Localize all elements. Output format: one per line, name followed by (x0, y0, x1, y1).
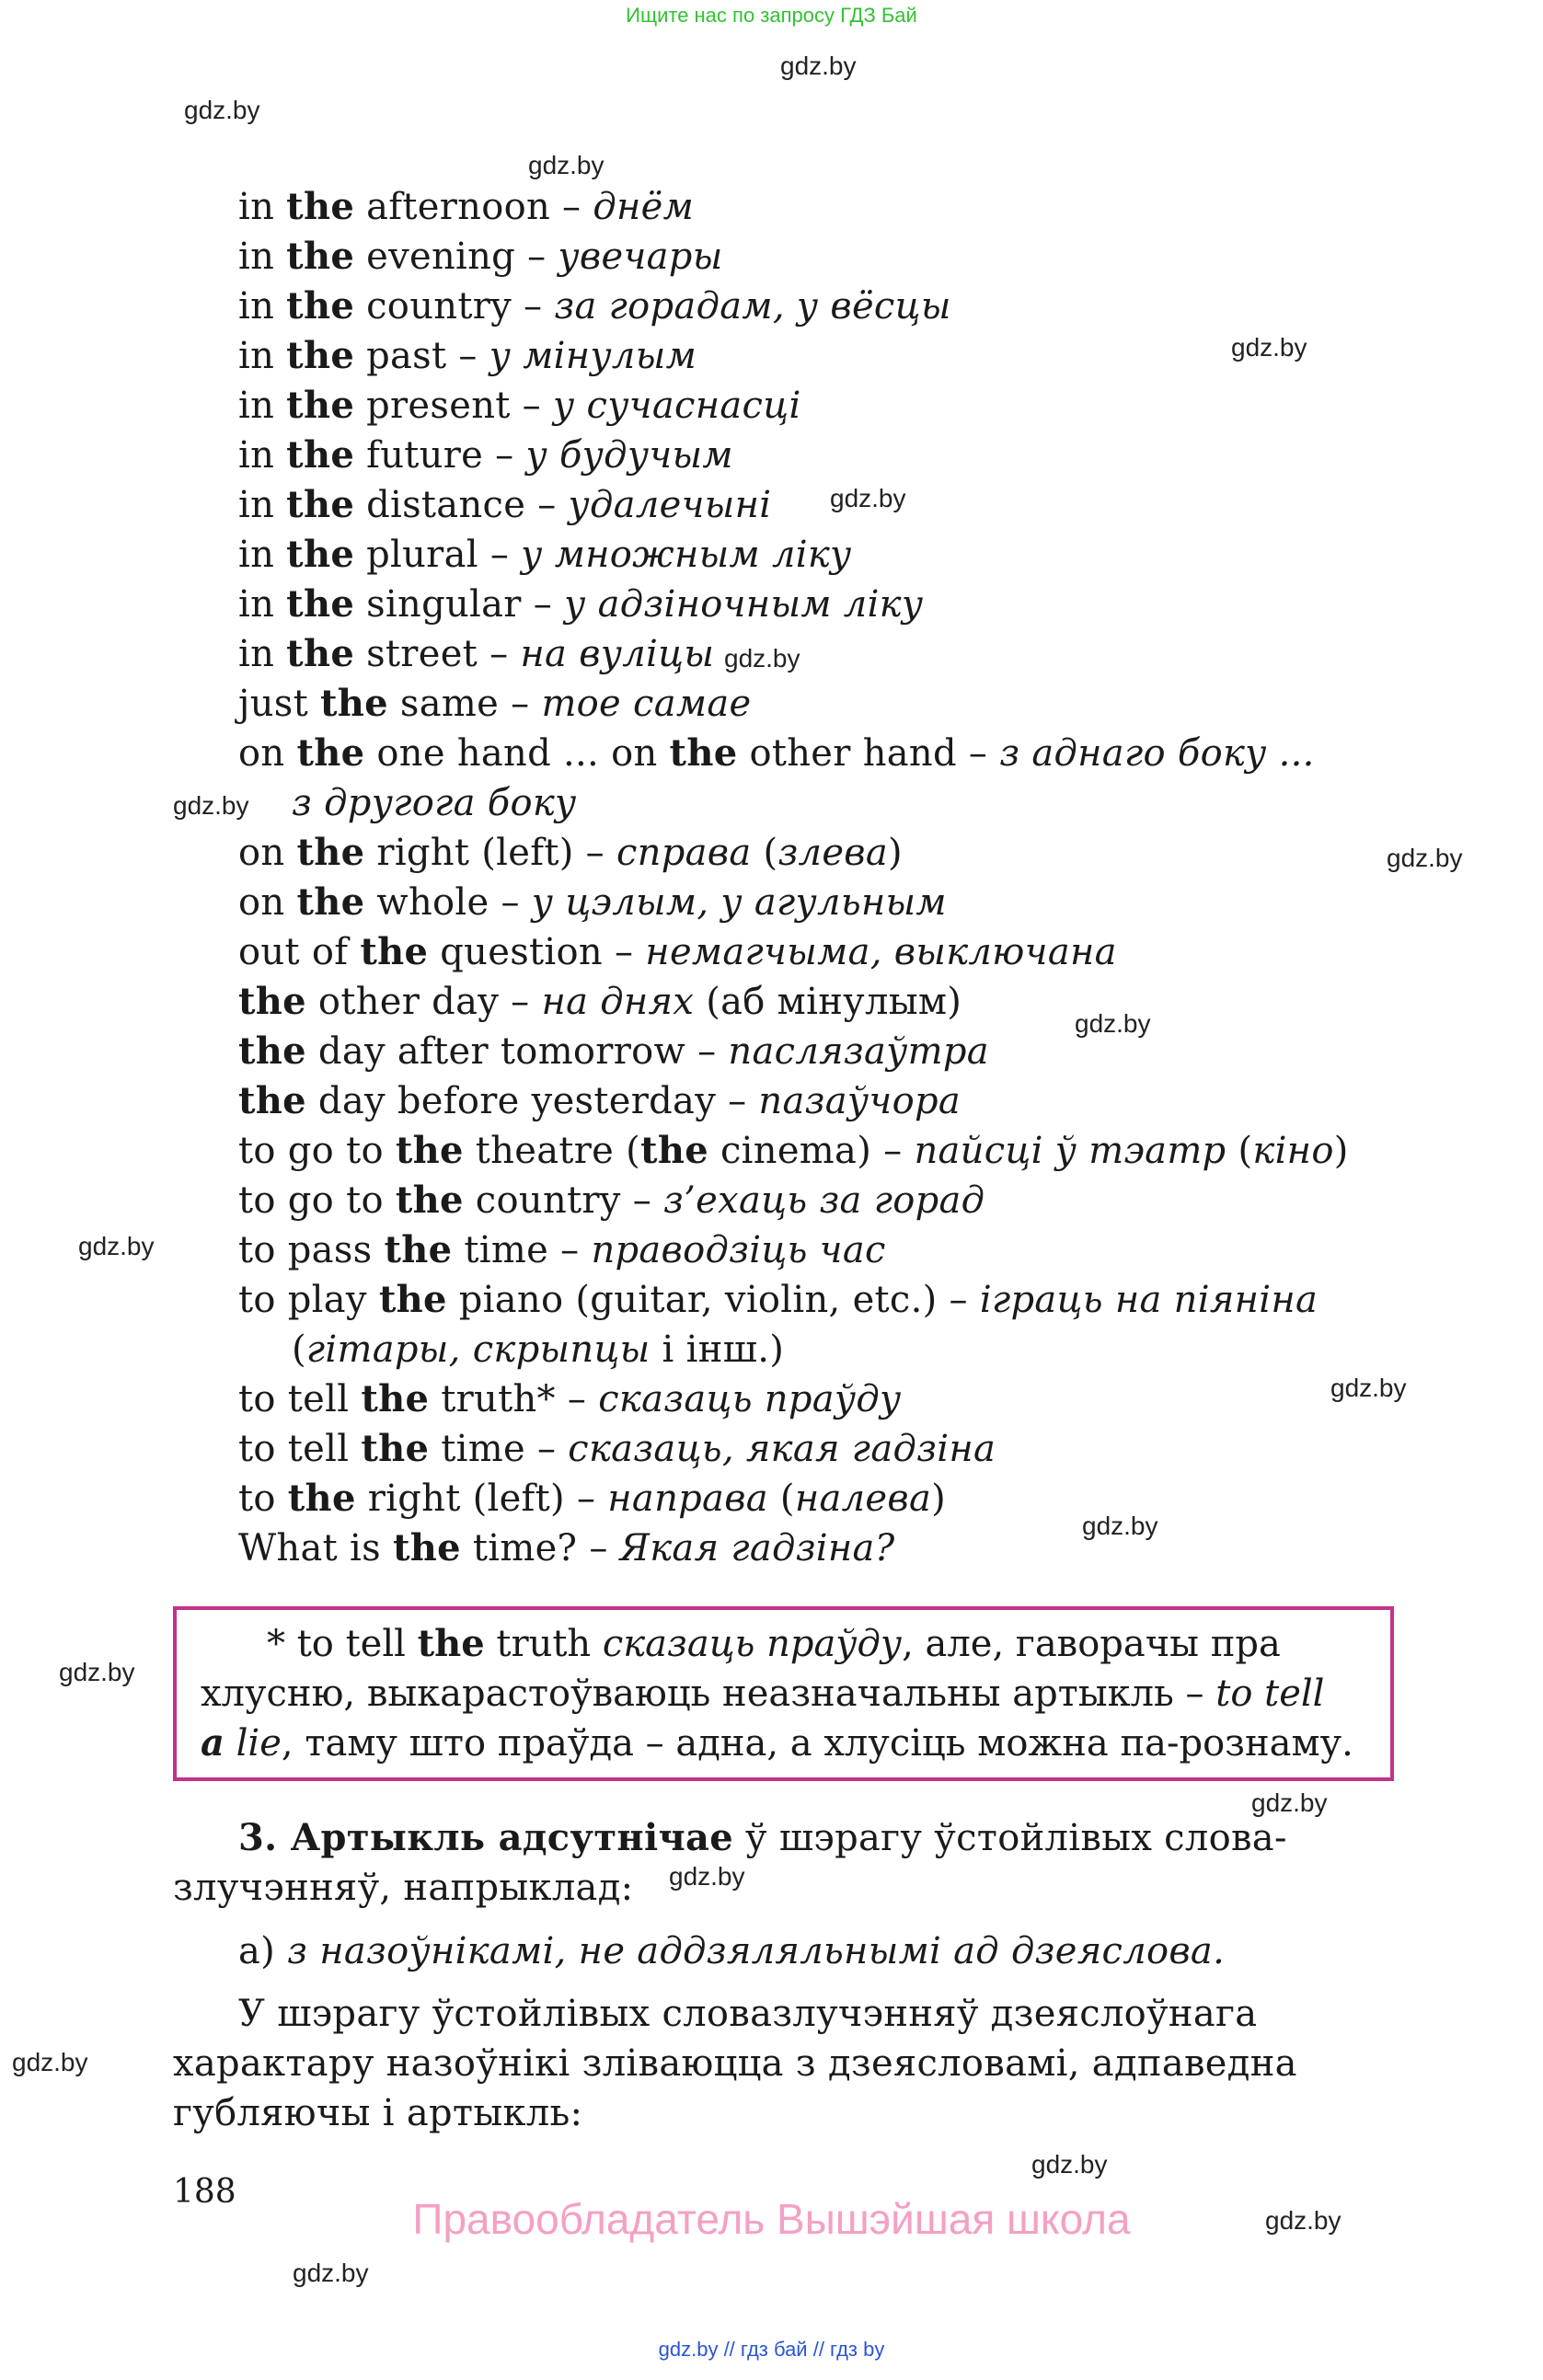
phrase-line: in the street – на вуліцы (238, 632, 715, 675)
copyright-notice: Правообладатель Вышэйшая школа (412, 2195, 1131, 2243)
footnote-line: * to tell the truth сказаць праўду, але, гаворачы пра (267, 1622, 1281, 1665)
phrase-line: in the country – за горадам, у вёсцы (238, 284, 951, 328)
watermark: gdz.by (1265, 2206, 1341, 2235)
rule-text: злучэнняў, напрыклад: (173, 1867, 634, 1909)
phrase-line: the day after tomorrow – паслязаўтра (238, 1029, 989, 1073)
rule-point: а) з назоўнікамі, не аддзяляльнымі ад дзеяслова. (238, 1930, 1226, 1972)
phrase-line: the other day – на днях (аб мінулым) (238, 980, 962, 1023)
phrase-line: in the singular – у адзіночным ліку (238, 582, 924, 626)
phrase-line: to go to the theatre (the cinema) – пайсці ў тэатр (кіно) (238, 1129, 1349, 1172)
phrase-line: in the afternoon – днём (238, 185, 695, 228)
footnote-line: a lie, таму што праўда – адна, а хлусіць можна па-рознаму. (201, 1721, 1353, 1765)
phrase-line: in the plural – у множным ліку (238, 533, 852, 576)
watermark: gdz.by (1251, 1788, 1328, 1817)
phrase-line: out of the question – немагчыма, выключана (238, 930, 1117, 973)
watermark: gdz.by (1031, 2150, 1108, 2179)
phrase-line: just the same – тое самае (238, 682, 752, 725)
bottom-links[interactable]: gdz.by // гдз бай // гдз by (658, 2338, 885, 2361)
watermark: gdz.by (830, 484, 906, 512)
watermark: gdz.by (1231, 333, 1307, 362)
paragraph-line: У шэрагу ўстойлівых словазлучэнняў дзеяслоўнага (238, 1993, 1258, 2035)
top-banner[interactable]: Ищите нас по запросу ГДЗ Бай (626, 4, 917, 27)
rule-heading: 3. Артыкль адсутнічае ў шэрагу ўстойлівых слова- (238, 1816, 1287, 1859)
phrase-line: to go to the country – з’ехаць за горад (238, 1179, 985, 1222)
watermark: gdz.by (669, 1862, 745, 1891)
phrase-line: on the whole – у цэлым, у агульным (238, 880, 947, 924)
phrase-line: on the right (left) – справа (злева) (238, 831, 903, 874)
phrase-line: in the present – у сучаснасці (238, 384, 801, 427)
phrase-line: What is the time? – Якая гадзіна? (238, 1526, 895, 1569)
footnote-line: хлусню, выкарастоўваюць неазначальны артыкль – to tell (201, 1673, 1325, 1715)
footnote-box (173, 1606, 1394, 1781)
phrase-line: to tell the truth* – сказаць праўду (238, 1377, 902, 1420)
watermark: gdz.by (293, 2259, 369, 2287)
phrase-line-continued: з другога боку (292, 782, 577, 824)
phrase-line: on the one hand ... on the other hand – з аднаго боку ... (238, 731, 1315, 775)
watermark: gdz.by (1330, 1374, 1407, 1402)
phrase-line: to the right (left) – направа (налева) (238, 1477, 947, 1520)
phrase-line: in the evening – увечары (238, 235, 723, 278)
phrase-line-continued: (гітары, скрыпцы і інш.) (292, 1328, 785, 1371)
paragraph-line: характару назоўнікі зліваюцца з дзеясловамі, адпаведна (173, 2042, 1297, 2085)
page-number: 188 (173, 2173, 236, 2211)
watermark: gdz.by (173, 791, 249, 820)
phrase-line: to tell the time – сказаць, якая гадзіна (238, 1427, 996, 1470)
watermark: gdz.by (724, 644, 800, 673)
watermark: gdz.by (12, 2048, 88, 2076)
phrase-line: the day before yesterday – пазаўчора (238, 1079, 961, 1122)
watermark: gdz.by (78, 1232, 155, 1260)
watermark: gdz.by (780, 52, 857, 80)
watermark: gdz.by (1082, 1512, 1158, 1540)
watermark: gdz.by (528, 151, 605, 179)
watermark: gdz.by (1387, 844, 1463, 872)
watermark: gdz.by (184, 96, 260, 124)
paragraph-line: губляючы і артыкль: (173, 2092, 583, 2134)
watermark: gdz.by (59, 1658, 135, 1686)
phrase-line: in the distance – удалечыні (238, 483, 772, 526)
watermark: gdz.by (1075, 1009, 1151, 1038)
phrase-line: to play the piano (guitar, violin, etc.) – іграць на піяніна (238, 1278, 1318, 1321)
phrase-line: in the past – у мінулым (238, 334, 697, 377)
phrase-line: in the future – у будучым (238, 433, 733, 477)
phrase-line: to pass the time – праводзіць час (238, 1228, 886, 1271)
